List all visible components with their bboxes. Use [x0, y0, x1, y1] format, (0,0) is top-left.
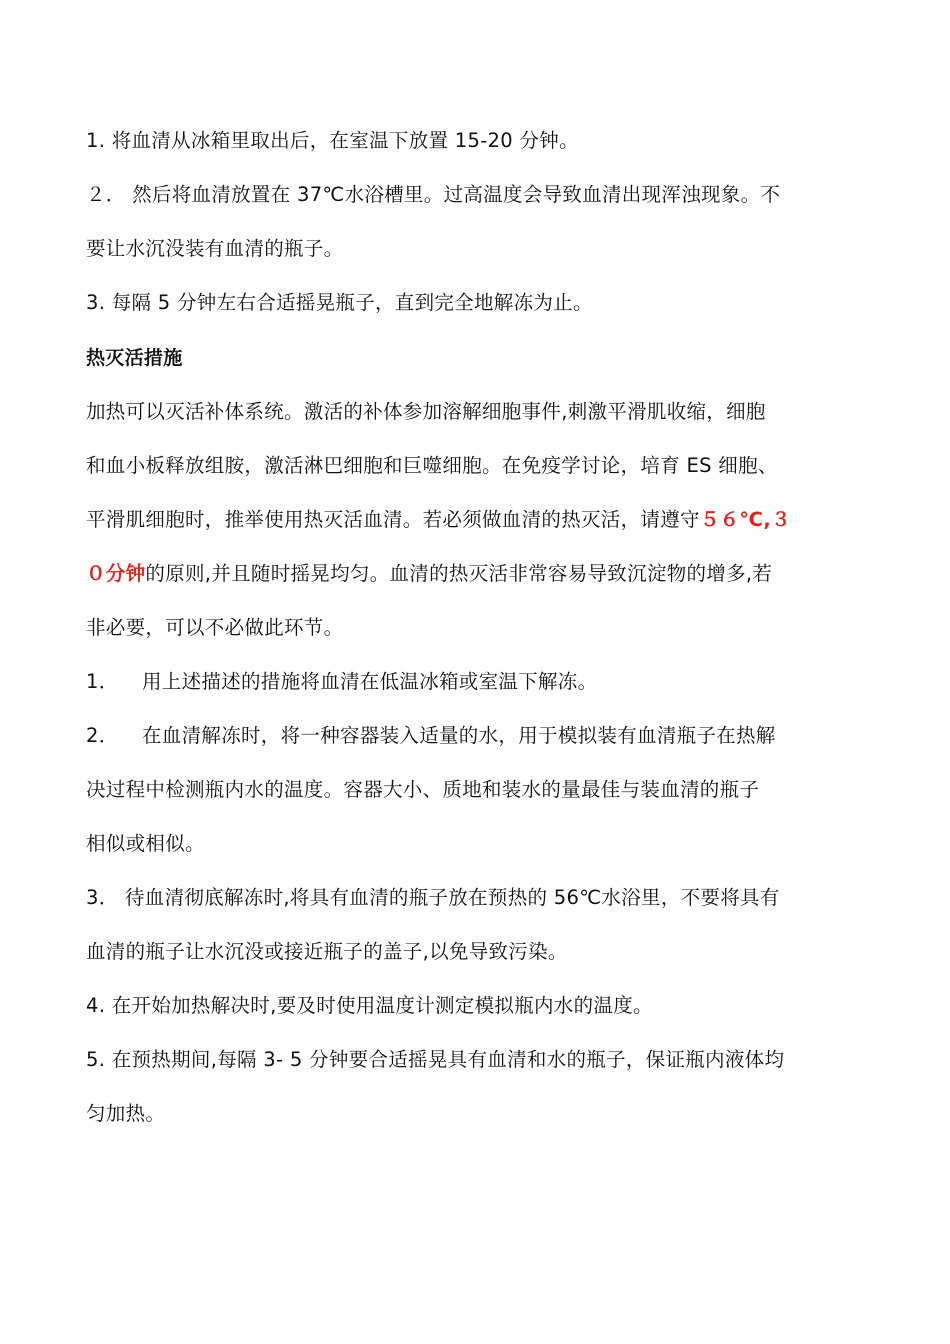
paragraph-line-3-text: 平滑肌细胞时，推举使用热灭活血清。若必须做血清的热灭活，请遵守	[86, 508, 700, 531]
step-2-water-bath-line-2: 要让水沉没装有血清的瓶子。	[86, 237, 344, 260]
heat-step-2-number: 2．	[86, 724, 119, 747]
heat-step-1	[86, 668, 870, 696]
heat-step-1-number: 1．	[86, 670, 119, 693]
highlight-temperature: ５６℃,３	[699, 508, 791, 531]
heat-step-4: 4. 在开始加热解决时,要及时使用温度计测定模拟瓶内水的温度。	[86, 994, 653, 1017]
paragraph-line-2: 和血小板释放组胺，激活淋巴细胞和巨噬细胞。在免疫学讨论，培育 ES 细胞、	[86, 454, 778, 477]
heat-step-2-line-3: 相似或相似。	[86, 832, 205, 855]
paragraph-line-4-text: 的原则,并且随时摇晃均匀。血清的热灭活非常容易导致沉淀物的增多,若	[145, 562, 773, 585]
paragraph-line-1: 加热可以灭活补体系统。激活的补体参加溶解细胞事件,刺激平滑肌收缩，细胞	[86, 400, 766, 423]
heat-step-5-line-2: 匀加热。	[86, 1102, 166, 1125]
section-heading-heat-inactivation: 热灭活措施	[86, 347, 183, 369]
heat-step-2-text: 在血清解冻时，将一种容器装入适量的水，用于模拟装有血清瓶子在热解	[142, 724, 776, 747]
highlight-duration: ０分钟	[86, 562, 146, 585]
heat-step-3-line-1: 3． 待血清彻底解冻时,将具有血清的瓶子放在预热的 56℃水浴里，不要将具有	[86, 886, 780, 909]
step-1-room-temperature: 1. 将血清从冰箱里取出后，在室温下放置 15-20 分钟。	[86, 129, 579, 152]
paragraph-line-3	[86, 506, 870, 534]
heat-step-5-line-1: 5. 在预热期间,每隔 3- 5 分钟要合适摇晃具有血清和水的瓶子，保证瓶内液体均	[86, 1048, 785, 1071]
heat-step-1-text: 用上述描述的措施将血清在低温冰箱或室温下解冻。	[142, 670, 598, 693]
heat-step-2-line-2: 决过程中检测瓶内水的温度。容器大小、质地和装水的量最佳与装血清的瓶子	[86, 778, 760, 801]
step-2-water-bath-line-1: ２． 然后将血清放置在 37℃水浴槽里。过高温度会导致血清出现浑浊现象。不	[86, 183, 781, 206]
paragraph-line-4	[86, 560, 870, 588]
step-3-shake-bottle: 3. 每隔 5 分钟左右合适摇晃瓶子，直到完全地解冻为止。	[86, 291, 593, 314]
heat-step-2	[86, 722, 870, 750]
heat-step-3-line-2: 血清的瓶子让水沉没或接近瓶子的盖子,以免导致污染。	[86, 940, 568, 963]
paragraph-line-5: 非必要，可以不必做此环节。	[86, 616, 344, 639]
